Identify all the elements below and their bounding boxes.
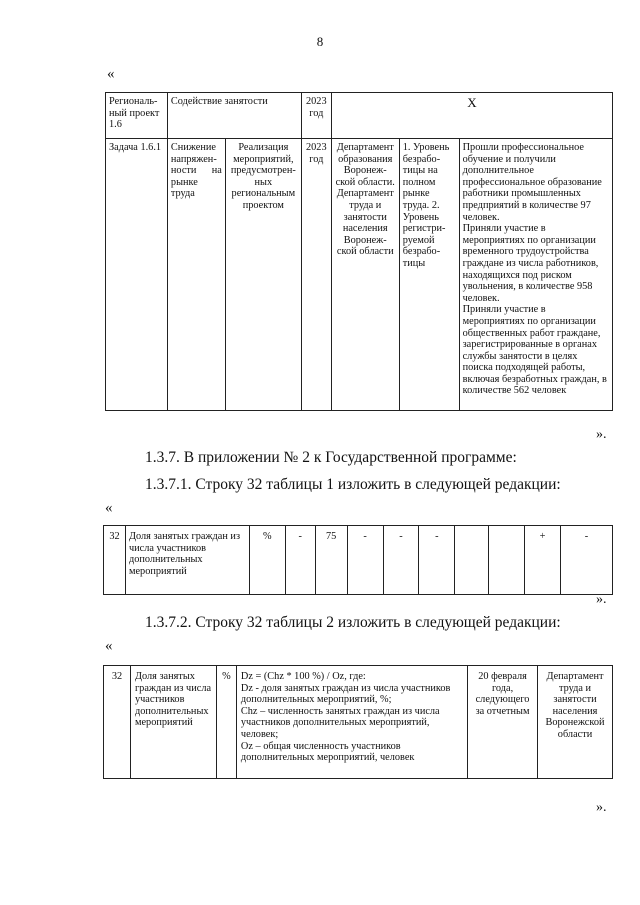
page-number: 8 xyxy=(316,34,324,49)
value-cell: - xyxy=(419,526,455,595)
open-quote-1: « xyxy=(107,66,115,82)
responsible-cell: Департамент труда и занятости населения Воронежской области xyxy=(538,666,613,779)
project-table xyxy=(105,92,613,411)
deadline-cell: 20 февраля года, следующего за отчетным xyxy=(468,666,538,779)
close-quote-3: ». xyxy=(596,800,607,815)
indicator-table-2 xyxy=(103,665,613,779)
value-cell: 75 xyxy=(315,526,347,595)
project-name-cell: Содействие занятости xyxy=(167,93,301,139)
value-cell: - xyxy=(347,526,383,595)
table-row xyxy=(104,666,613,779)
table-row xyxy=(104,526,613,595)
project-year-cell: 2023 год xyxy=(301,93,331,139)
subsection-heading-1: 1.3.7.1. Строку 32 таблицы 1 изложить в следующей редакции: xyxy=(145,476,561,493)
close-quote-2: ». xyxy=(596,592,607,607)
open-quote-3: « xyxy=(105,638,113,654)
task-event-cell: Реализация мероприятий, предусмотрен-ных региональным проектом xyxy=(225,139,301,411)
task-name-cell: Снижение напряжен-ности на рынке труда xyxy=(167,139,225,411)
unit-cell: % xyxy=(216,666,236,779)
indicator-name-cell: Доля занятых граждан из числа участников дополнительных мероприятий xyxy=(130,666,216,779)
open-quote-2: « xyxy=(105,500,113,516)
result-paragraph-1: Прошли профессиональное обучение и получили дополнительное профессиональное образование работники промышленных предприятий в количестве 97 человек. xyxy=(462,142,602,223)
formula-line: Dz = (Chz * 100 %) / Oz, где: xyxy=(240,671,366,682)
formula-cell xyxy=(236,666,467,779)
task-label-cell: Задача 1.6.1 xyxy=(106,139,168,411)
result-paragraph-3: Приняли участие в мероприятиях по организации общественных работ граждане, зарегистрированные в органах службы занятости в целях поиска подходящей работы, включая безработных граждан, в количестве 562 человек xyxy=(462,304,607,397)
formula-line: Chz – численность занятых граждан из числа участников дополнительных мероприятий, человек; xyxy=(240,705,440,740)
indicator-name-cell: Доля занятых граждан из числа участников дополнительных мероприятий xyxy=(125,526,249,595)
row-number-cell: 32 xyxy=(104,666,131,779)
value-cell: + xyxy=(525,526,561,595)
formula-line: Dz - доля занятых граждан из числа участников дополнительных мероприятий, %; xyxy=(240,682,451,706)
result-paragraph-2: Приняли участие в мероприятиях по организации временного трудоустройства граждане из числа работников, находящихся под риском увольнения, в количестве 958 человек. xyxy=(462,223,599,304)
value-cell: - xyxy=(383,526,419,595)
task-indicator-cell: 1. Уровень безрабо-тицы на полном рынке труда. 2. Уровень регистри-руемой безрабо-тицы xyxy=(399,139,459,411)
value-cell xyxy=(489,526,525,595)
value-cell: - xyxy=(285,526,315,595)
task-executor-cell: Департамент образования Воронеж-ской области. Департамент труда и занятости населения Воронеж-ской области xyxy=(331,139,399,411)
task-result-cell xyxy=(459,139,612,411)
close-quote-1: ». xyxy=(596,427,607,442)
value-cell: - xyxy=(561,526,613,595)
task-year-cell: 2023 год xyxy=(301,139,331,411)
section-heading: 1.3.7. В приложении № 2 к Государственной программе: xyxy=(145,449,517,466)
table-row xyxy=(106,93,613,139)
indicator-table-1 xyxy=(103,525,613,595)
unit-cell: % xyxy=(249,526,285,595)
subsection-heading-2: 1.3.7.2. Строку 32 таблицы 2 изложить в следующей редакции: xyxy=(145,614,561,631)
project-x-cell: X xyxy=(331,93,612,139)
table-row xyxy=(106,139,613,411)
formula-line: Oz – общая численность участников дополнительных мероприятий, человек xyxy=(240,740,415,764)
row-number-cell: 32 xyxy=(104,526,126,595)
value-cell xyxy=(455,526,489,595)
project-label-cell: Региональ-ный проект 1.6 xyxy=(106,93,168,139)
